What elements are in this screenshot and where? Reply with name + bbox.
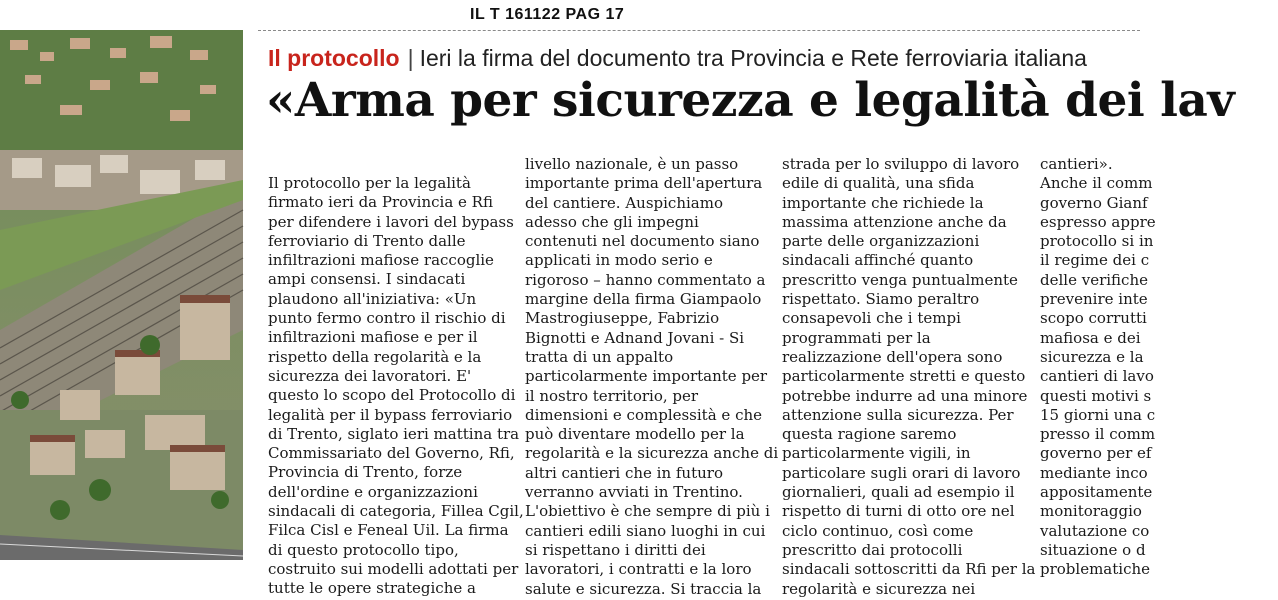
text-line: particolarmente vigili, in	[782, 444, 971, 463]
text-line: Filca Cisl e Feneal Uil. La firma	[268, 521, 509, 540]
text-line: può diventare modello per la	[525, 425, 745, 444]
text-line: monitoraggio	[1040, 502, 1142, 521]
text-line: consapevoli che i tempi	[782, 309, 961, 328]
text-line: valutazione co	[1040, 521, 1150, 540]
text-line: dimensioni e complessità e che	[525, 405, 763, 424]
text-line: giornalieri, quali ad esempio il	[782, 483, 1015, 502]
text-line: questo lo scopo del Protocollo di	[268, 386, 516, 405]
text-line: Anche il comm	[1040, 174, 1153, 193]
text-line: protocollo si in	[1040, 232, 1154, 251]
text-line: rispetto di turni di otto ore nel	[782, 502, 1015, 521]
text-line: particolarmente importante per	[525, 367, 768, 386]
text-line: particolare sugli orari di lavoro	[782, 463, 1021, 482]
text-line: sicurezza dei lavoratori. E'	[268, 366, 472, 385]
text-line: strada per lo sviluppo di lavoro	[782, 155, 1020, 173]
text-line: sicurezza e la	[1040, 347, 1144, 366]
text-line: rispettato. Siamo peraltro	[782, 290, 980, 309]
text-line: Provincia di Trento, forze	[268, 463, 463, 482]
text-line: importante che richiede la	[782, 193, 984, 212]
text-line: di questo protocollo tipo,	[268, 540, 459, 559]
text-line: particolarmente stretti e questo	[782, 367, 1026, 386]
text-line: appositamente	[1040, 483, 1153, 502]
text-line: questa ragione saremo	[782, 425, 957, 444]
text-line: regolarità e la sicurezza anche di	[525, 444, 779, 463]
text-line: Il protocollo per la legalità	[268, 174, 471, 192]
text-line: cantieri edili siano luoghi in cui	[525, 521, 766, 540]
text-line: mafiosa e dei	[1040, 328, 1141, 347]
kicker-subtitle: Ieri la firma del documento tra Provincia e Rete ferroviaria italiana	[419, 45, 1087, 71]
text-line: lavoratori, i contratti e la loro	[525, 560, 752, 579]
text-line: programmati per la	[782, 328, 931, 347]
text-line: costruito sui modelli adottati per	[268, 559, 519, 578]
text-line: importante prima dell'apertura	[525, 174, 763, 193]
text-line: edile di qualità, una sfida	[782, 174, 975, 193]
text-line: legalità per il bypass ferroviario	[268, 405, 513, 424]
text-line: tutte le opere strategiche a	[268, 579, 476, 598]
article-column-2	[525, 155, 779, 599]
text-line: governo Gianf	[1040, 193, 1148, 212]
aerial-city-photo	[0, 30, 243, 560]
text-line: salute e sicurezza. Si traccia la	[525, 579, 762, 598]
text-line: tratta di un appalto	[525, 347, 674, 366]
text-line: sindacali sottoscritti da Rfi per la	[782, 560, 1036, 579]
text-line: cantieri di lavo	[1040, 367, 1154, 386]
text-line: Bignotti e Adnand Jovani - Si	[525, 328, 745, 347]
text-line: sindacali affinché quanto	[782, 251, 974, 270]
text-line: potrebbe indurre ad una minore	[782, 386, 1028, 405]
text-line: scopo corrutti	[1040, 309, 1147, 328]
text-line: mediante inco	[1040, 463, 1148, 482]
text-line: rigoroso – hanno commentato a	[525, 270, 766, 289]
text-line: regolarità e sicurezza nei	[782, 579, 976, 598]
text-line: per difendere i lavori del bypass	[268, 212, 514, 231]
text-line: ampi consensi. I sindacati	[268, 270, 466, 289]
text-line: dell'ordine e organizzazioni	[268, 482, 478, 501]
text-line: firmato ieri da Provincia e Rfi	[268, 193, 493, 212]
text-line: attenzione sulla sicurezza. Per	[782, 405, 1014, 424]
text-line: delle verifiche	[1040, 270, 1148, 289]
text-line: sindacali di categoria, Fillea Cgil,	[268, 502, 524, 521]
text-line: margine della firma Giampaolo	[525, 290, 762, 309]
text-line: livello nazionale, è un passo	[525, 155, 739, 173]
text-line: verranno avviati in Trentino.	[525, 483, 743, 502]
article-kicker	[268, 44, 1087, 72]
text-line: plaudono all'iniziativa: «Un	[268, 289, 477, 308]
text-line: prescritto venga puntualmente	[782, 270, 1018, 289]
text-line: adesso che gli impegni	[525, 212, 699, 231]
text-line: ciclo continuo, così come	[782, 521, 974, 540]
text-line: punto fermo contro il rischio di	[268, 309, 506, 328]
text-line: questi motivi s	[1040, 386, 1152, 405]
text-line: rispetto della regolarità e la	[268, 347, 482, 366]
text-line: prescritto dai protocolli	[782, 540, 963, 559]
photo-illustration	[0, 30, 243, 560]
text-line: espresso appre	[1040, 212, 1156, 231]
text-line: situazione o d	[1040, 540, 1146, 559]
kicker-label: Il protocollo	[268, 45, 400, 71]
text-line: Mastrogiuseppe, Fabrizio	[525, 309, 720, 328]
text-line: L'obiettivo è che sempre di più i	[525, 502, 770, 521]
text-line: presso il comm	[1040, 425, 1156, 444]
text-line: il nostro territorio, per	[525, 386, 699, 405]
text-line: prevenire inte	[1040, 290, 1148, 309]
text-line: applicati in modo serio e	[525, 251, 713, 270]
page-header: IL T 161122 PAG 17	[470, 6, 625, 23]
text-line: realizzazione dell'opera sono	[782, 347, 1003, 366]
text-line: Commissariato del Governo, Rfi,	[268, 444, 515, 463]
text-line: infiltrazioni mafiose raccoglie	[268, 251, 494, 270]
text-line: governo per ef	[1040, 444, 1152, 463]
text-line: 15 giorni una c	[1040, 405, 1156, 424]
text-line: massima attenzione anche da	[782, 212, 1007, 231]
article-column-3	[782, 155, 1036, 599]
text-line: problematiche	[1040, 560, 1151, 579]
text-line: il regime dei c	[1040, 251, 1150, 270]
text-line: del cantiere. Auspichiamo	[525, 193, 723, 212]
text-line: di Trento, siglato ieri mattina tra	[268, 424, 520, 443]
text-line: cantieri».	[1040, 155, 1113, 173]
text-line: contenuti nel documento siano	[525, 232, 760, 251]
kicker-separator: |	[407, 45, 414, 71]
text-line: parte delle organizzazioni	[782, 232, 980, 251]
article-column-1	[268, 174, 524, 599]
top-divider	[258, 30, 1140, 31]
article-headline: «Arma per sicurezza e legalità dei lav	[266, 73, 1235, 128]
text-line: si rispettano i diritti dei	[525, 540, 706, 559]
text-line: infiltrazioni mafiose e per il	[268, 328, 478, 347]
article-column-4	[1040, 155, 1278, 580]
text-line: altri cantieri che in futuro	[525, 463, 723, 482]
text-line: ferroviario di Trento dalle	[268, 231, 466, 250]
